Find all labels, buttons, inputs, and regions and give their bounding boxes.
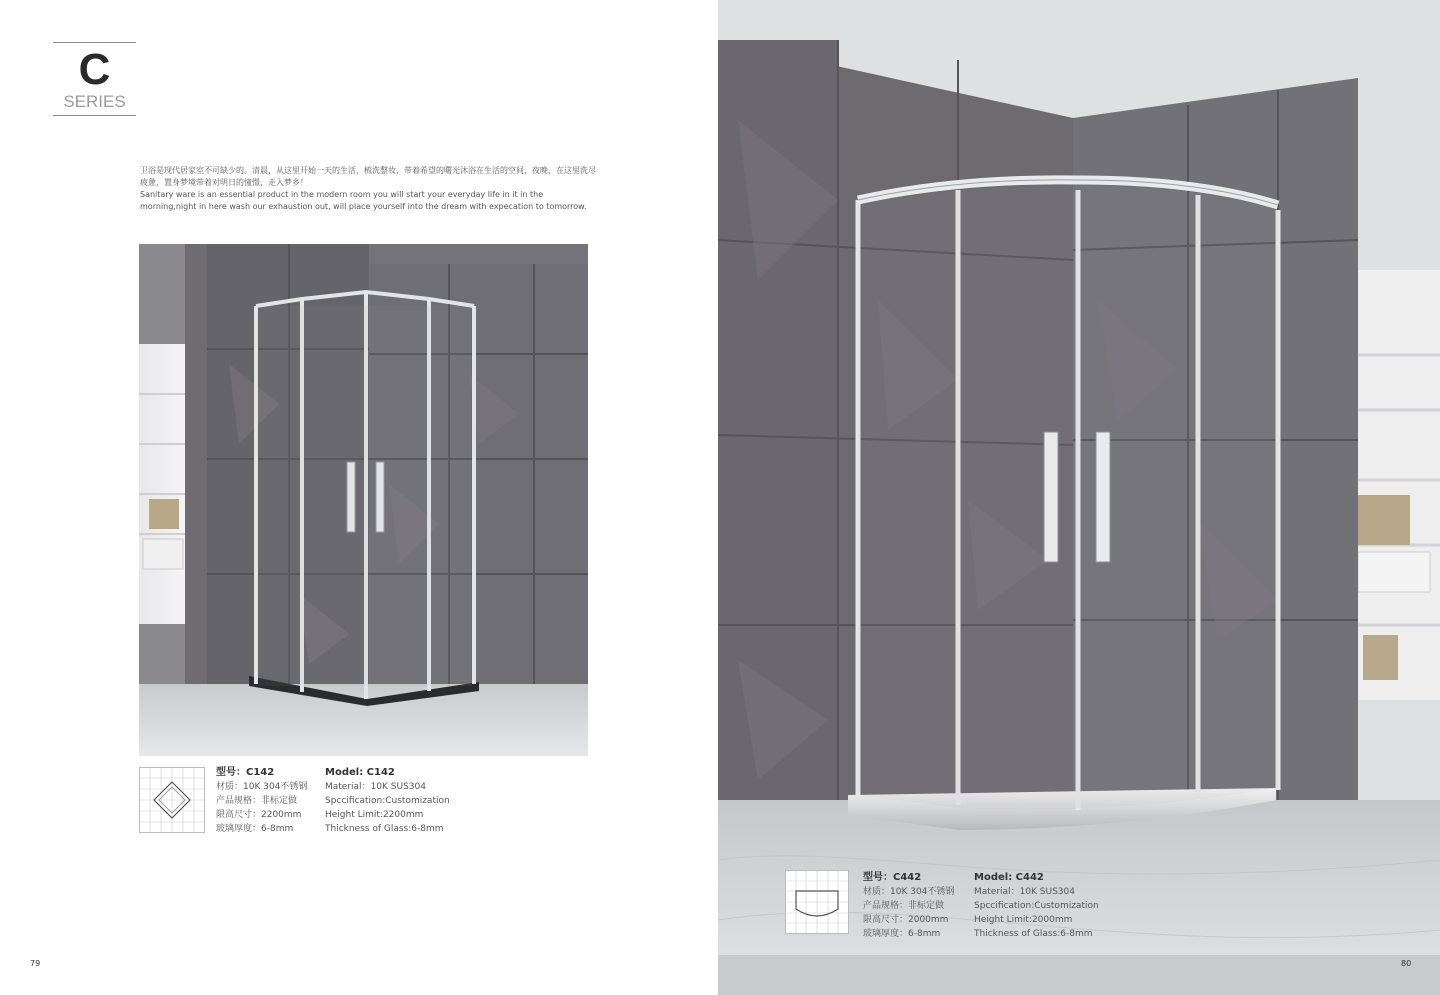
glass-label: Thickness of Glass:6-8mm [325, 824, 444, 834]
spec-c142-zh [216, 766, 307, 836]
page-number-left: 79 [30, 959, 41, 968]
page-number-right: 80 [1401, 959, 1412, 968]
material-label: Material：10K SUS304 [974, 887, 1075, 897]
height-label: Height Limit:2000mm [974, 915, 1073, 925]
height-label: Height Limit:2200mm [325, 810, 424, 820]
product-photo-c142 [139, 244, 588, 756]
series-letter: C [78, 45, 111, 94]
material-label: 材质：10K 304不锈钢 [863, 887, 955, 897]
floorplan-diagram-c142 [139, 767, 205, 833]
spec-c142-en [325, 766, 450, 836]
height-label: 限高尺寸：2000mm [863, 915, 949, 925]
intro-zh: 卫浴是现代居家室不可缺少的。清晨，从这里开始一天的生活，梳洗整妆，带着希望的曙光沐浴在生活的空间，夜晚，在这里洗尽疲惫，置身梦境带着对明日的憧憬，走入梦乡！ [140, 166, 596, 187]
material-label: 材质：10K 304不锈钢 [216, 782, 308, 792]
model-label: Model: C142 [325, 767, 395, 778]
series-word: SERIES [63, 92, 126, 111]
logo-top-rule [53, 42, 136, 43]
spec-label: 产品规格：非标定做 [216, 796, 298, 806]
spec-label: Spccification:Customization [974, 901, 1099, 911]
height-label: 限高尺寸：2200mm [216, 810, 302, 820]
intro-en-line2: morning,night in here wash our exhaustion out, will place yourself into the dream with expecation to tomorrow. [140, 202, 587, 211]
floorplan-diagram-c442 [785, 870, 849, 934]
product-photo-c442 [718, 0, 1440, 995]
spec-c442-zh [863, 871, 954, 941]
right-page [718, 0, 1440, 995]
spec-label: 产品规格：非标定做 [863, 901, 945, 911]
model-label: 型号：C442 [863, 872, 922, 883]
spec-label: Spccification:Customization [325, 796, 450, 806]
intro-en-line1: Sanitary ware is an essential product in the modern room you will start your everyday life in it in the [140, 190, 544, 199]
intro-text [140, 165, 600, 213]
model-label: 型号：C142 [216, 767, 275, 778]
logo-bottom-rule [53, 115, 136, 116]
series-logo [53, 42, 136, 117]
material-label: Material：10K SUS304 [325, 782, 426, 792]
glass-label: 玻璃厚度：6-8mm [863, 929, 941, 939]
glass-label: 玻璃厚度：6-8mm [216, 824, 294, 834]
model-label: Model: C442 [974, 872, 1044, 883]
spec-c442-en [974, 871, 1099, 941]
left-page [0, 0, 718, 995]
glass-label: Thickness of Glass:6-8mm [974, 929, 1093, 939]
